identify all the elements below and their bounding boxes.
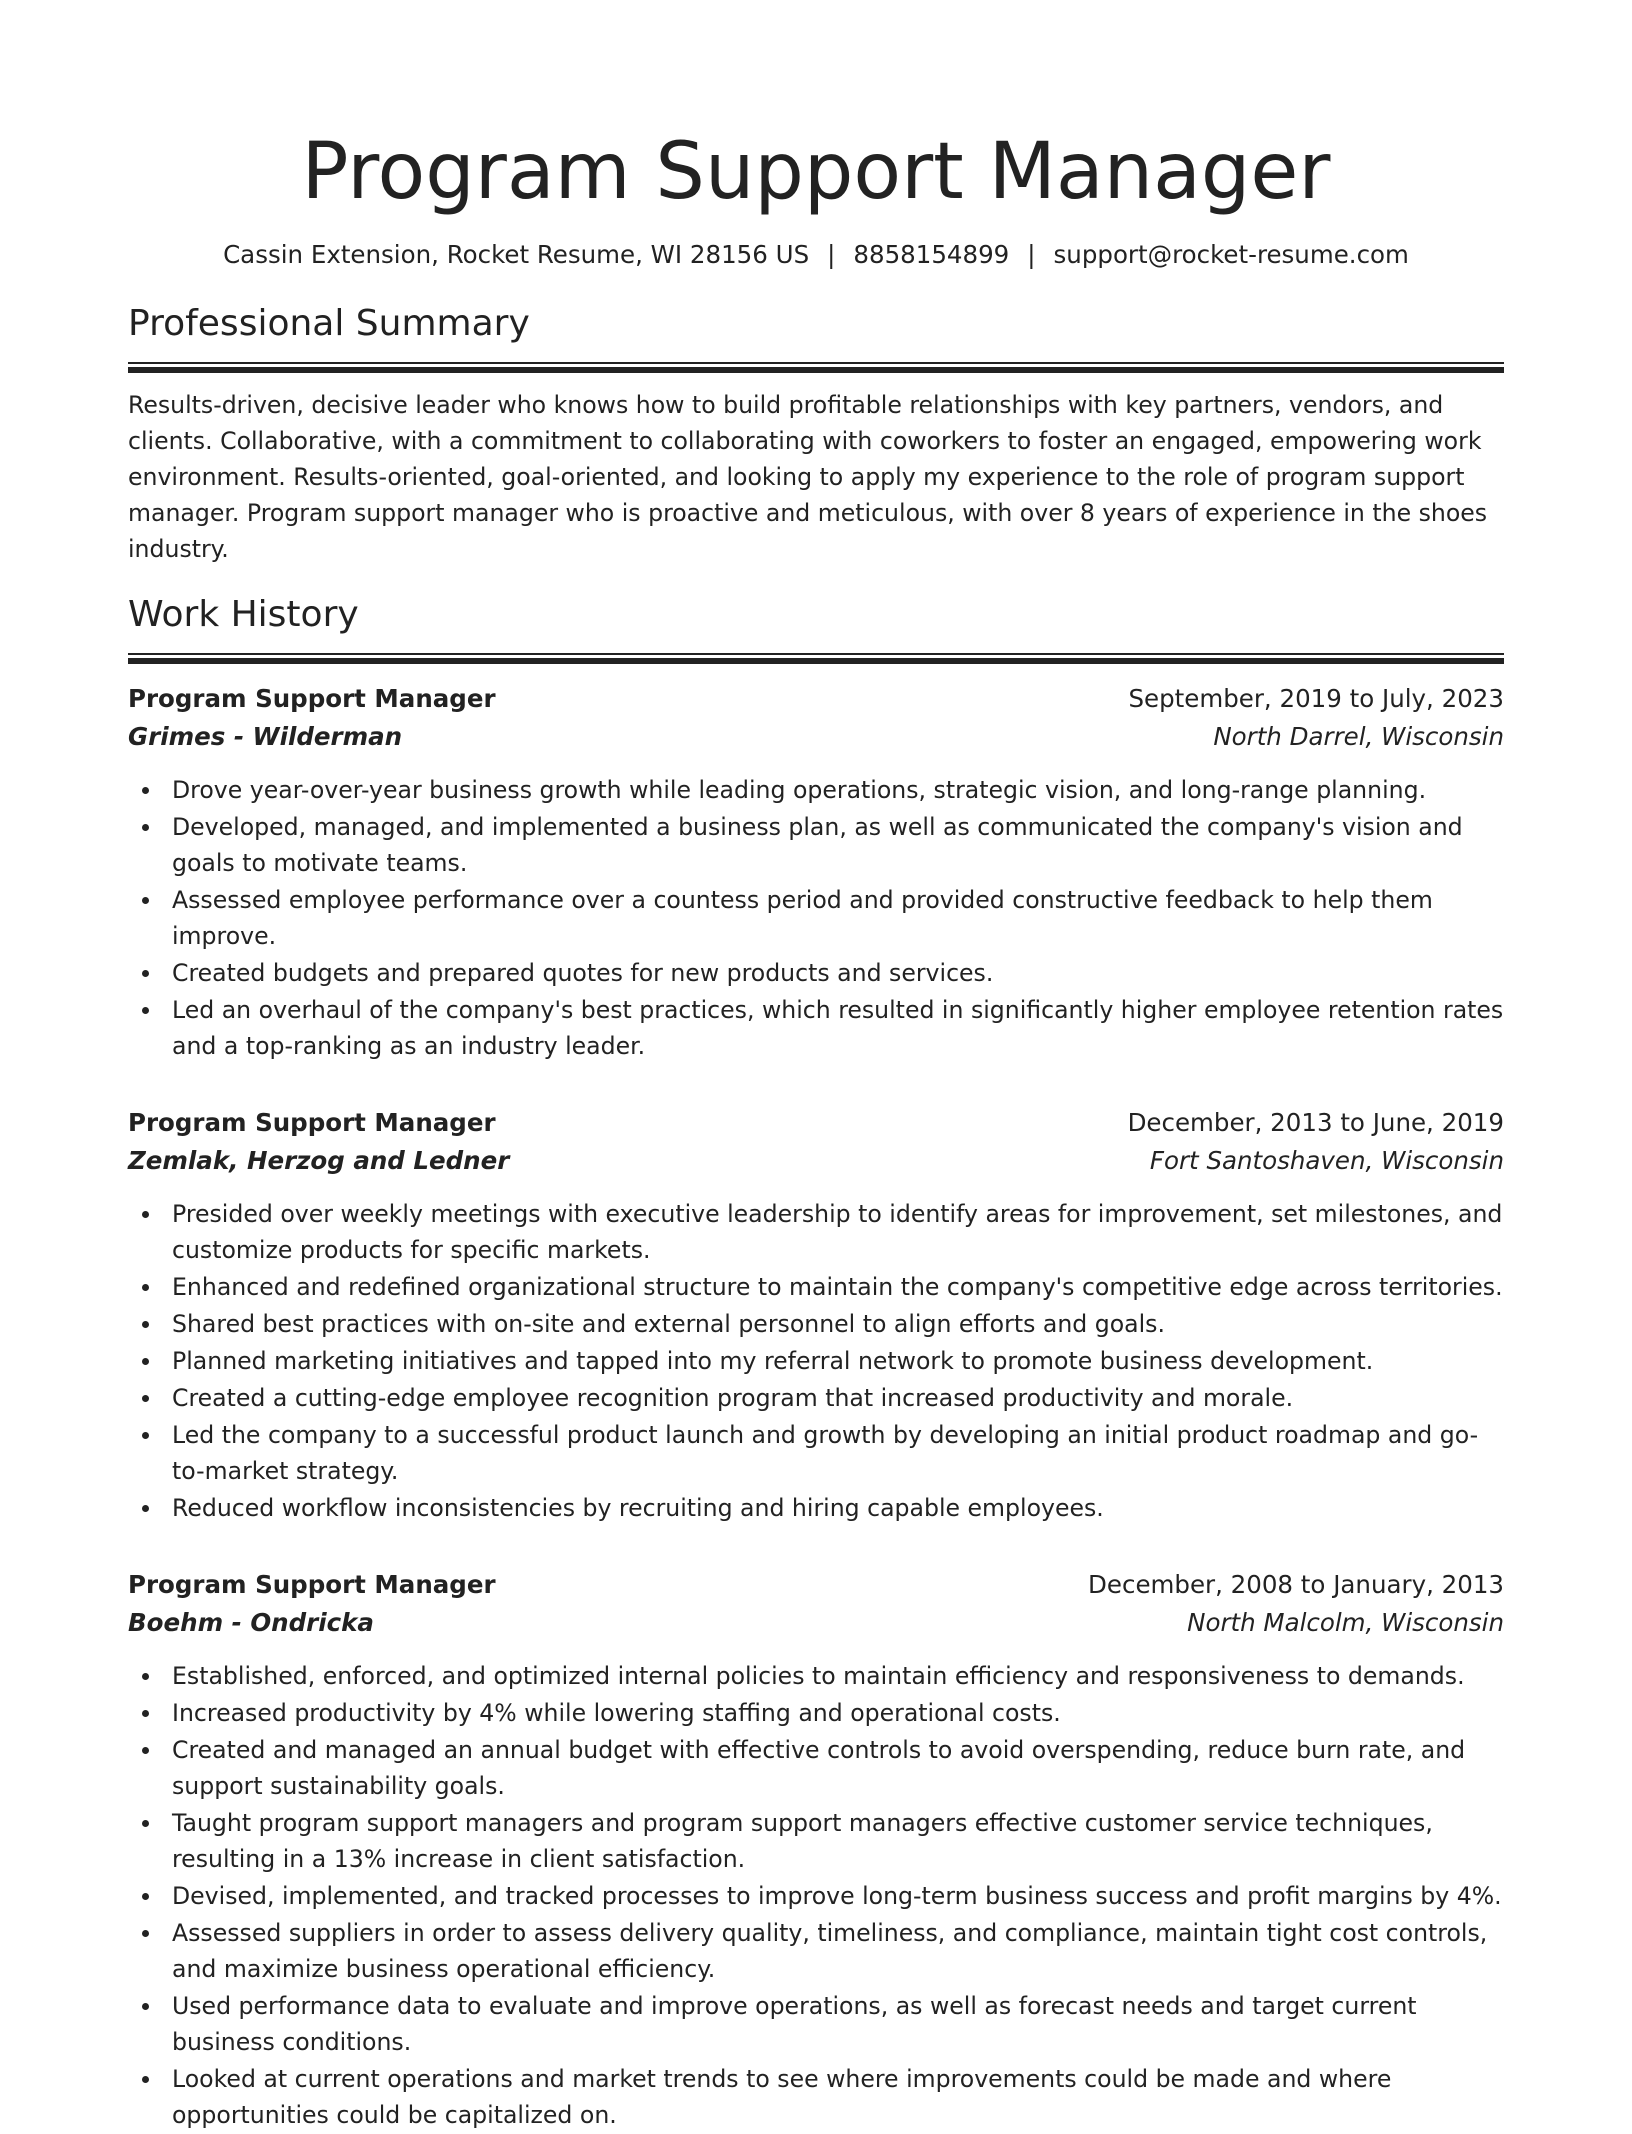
job-bullet: Reduced workflow inconsistencies by recruiting and hiring capable employees. (172, 1490, 1504, 1526)
job-bullets (128, 772, 1504, 1064)
job-bullet: Led the company to a successful product launch and growth by developing an initial product roadmap and go-to-market strategy. (172, 1417, 1504, 1489)
section-divider (128, 653, 1504, 664)
job-header (128, 680, 1504, 718)
job-header (128, 1566, 1504, 1604)
job-title: Program Support Manager (128, 1570, 496, 1599)
resume-title: Program Support Manager (301, 127, 1331, 217)
job-bullet: Developed, managed, and implemented a business plan, as well as communicated the company's vision and goals to motivate teams. (172, 809, 1504, 881)
job-company: Grimes - Wilderman (128, 722, 403, 751)
resume-page (128, 0, 1504, 2134)
job-bullet: Created and managed an annual budget with effective controls to avoid overspending, reduce burn rate, and support sustainability goals. (172, 1732, 1504, 1804)
job-bullet: Led an overhaul of the company's best practices, which resulted in significantly higher employee retention rates and a top-ranking as an industry leader. (172, 992, 1504, 1064)
job-bullet: Devised, implemented, and tracked processes to improve long-term business success and profit margins by 4%. (172, 1878, 1504, 1914)
job-bullet: Established, enforced, and optimized internal policies to maintain efficiency and responsiveness to demands. (172, 1658, 1504, 1694)
job-entry (128, 1104, 1504, 1526)
job-company: Boehm - Ondricka (128, 1608, 374, 1637)
job-bullet: Assessed employee performance over a countess period and provided constructive feedback to help them improve. (172, 882, 1504, 954)
contact-phone: 8858154899 (853, 240, 1010, 269)
job-location: Fort Santoshaven, Wisconsin (1149, 1146, 1504, 1175)
job-title: Program Support Manager (128, 1108, 496, 1137)
section-heading: Professional Summary (128, 303, 530, 344)
job-entry (128, 680, 1504, 1064)
job-dates: December, 2008 to January, 2013 (1088, 1570, 1504, 1599)
contact-separator: | (827, 240, 836, 269)
job-location: North Darrel, Wisconsin (1213, 722, 1504, 751)
job-bullet: Taught program support managers and program support managers effective customer service techniques, resulting in a 13% increase in client satisfaction. (172, 1805, 1504, 1877)
job-dates: September, 2019 to July, 2023 (1128, 684, 1504, 713)
job-bullet: Looked at current operations and market trends to see where improvements could be made and where opportunities could be capitalized on. (172, 2061, 1504, 2133)
job-header (128, 1104, 1504, 1142)
job-bullet: Drove year-over-year business growth while leading operations, strategic vision, and long-range planning. (172, 772, 1504, 808)
contact-address: Cassin Extension, Rocket Resume, WI 28156 US (223, 240, 810, 269)
job-bullet: Assessed suppliers in order to assess delivery quality, timeliness, and compliance, maintain tight cost controls, and maximize business operational efficiency. (172, 1915, 1504, 1987)
job-subheader (128, 1142, 1504, 1180)
work-history-section (128, 591, 1504, 2133)
job-company: Zemlak, Herzog and Ledner (128, 1146, 510, 1175)
job-entry (128, 1566, 1504, 2133)
job-bullets (128, 1658, 1504, 2133)
section-heading: Work History (128, 594, 359, 635)
job-bullets (128, 1196, 1504, 1526)
job-subheader (128, 718, 1504, 756)
job-dates: December, 2013 to June, 2019 (1127, 1108, 1504, 1137)
section-divider (128, 362, 1504, 373)
job-bullet: Created budgets and prepared quotes for new products and services. (172, 955, 1504, 991)
contact-line (128, 238, 1504, 272)
job-title: Program Support Manager (128, 684, 496, 713)
job-bullet: Shared best practices with on-site and external personnel to align efforts and goals. (172, 1306, 1504, 1342)
job-subheader (128, 1604, 1504, 1642)
summary-text: Results-driven, decisive leader who knows how to build profitable relationships with key partners, vendors, and clients. Collaborative, with a commitment to collaborating with coworkers to foster an engaged, empowering work environment. Results-oriented, goal-oriented, and looking to apply my experience to the role of program support manager. Program support manager who is proactive and meticulous, with over 8 years of experience in the shoes industry. (128, 391, 1488, 563)
job-location: North Malcolm, Wisconsin (1187, 1608, 1504, 1637)
job-bullet: Presided over weekly meetings with executive leadership to identify areas for improvement, set milestones, and customize products for specific markets. (172, 1196, 1504, 1268)
professional-summary-section (128, 300, 1504, 567)
contact-email: support@rocket-resume.com (1053, 240, 1409, 269)
job-bullet: Increased productivity by 4% while lowering staffing and operational costs. (172, 1695, 1504, 1731)
contact-separator: | (1027, 240, 1036, 269)
job-bullet: Planned marketing initiatives and tapped into my referral network to promote business development. (172, 1343, 1504, 1379)
job-bullet: Used performance data to evaluate and improve operations, as well as forecast needs and target current business conditions. (172, 1988, 1504, 2060)
job-bullet: Created a cutting-edge employee recognition program that increased productivity and morale. (172, 1380, 1504, 1416)
job-bullet: Enhanced and redefined organizational structure to maintain the company's competitive edge across territories. (172, 1269, 1504, 1305)
